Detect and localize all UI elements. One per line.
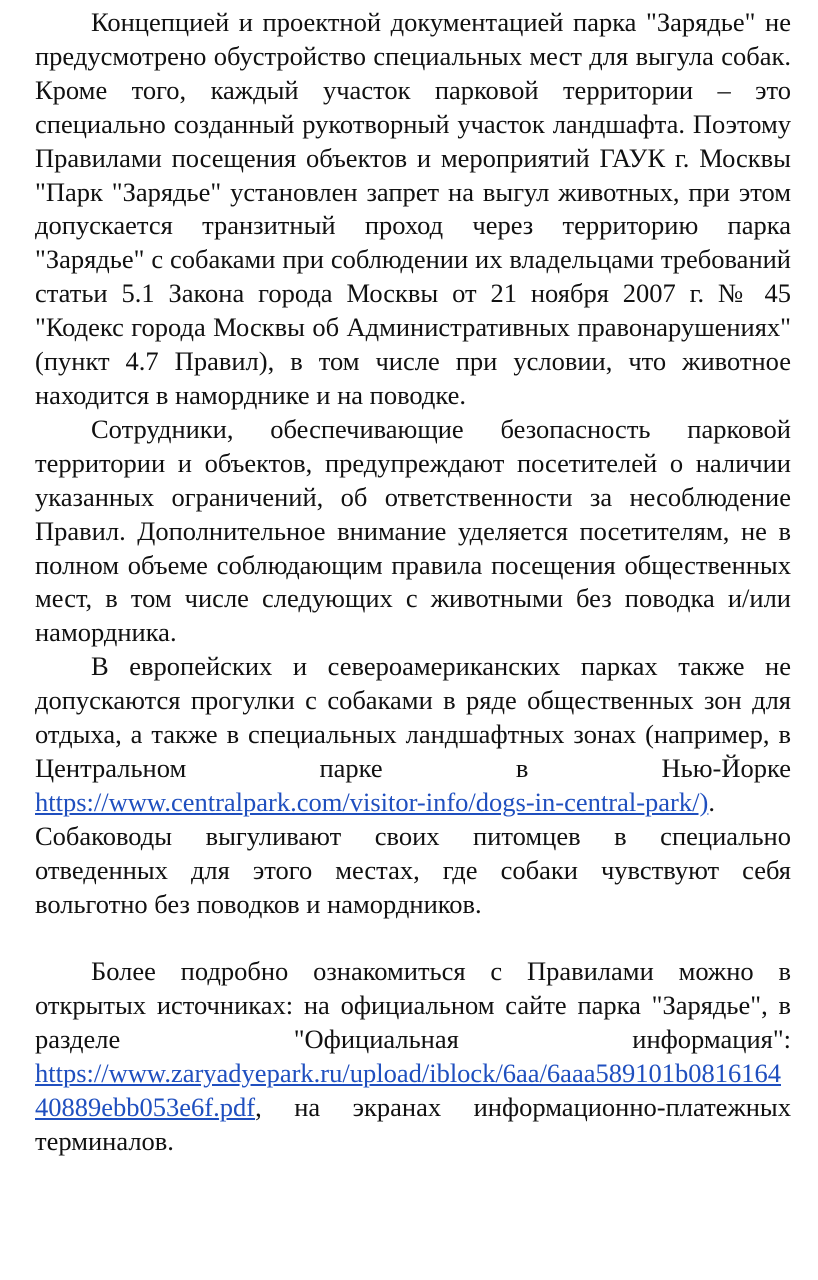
- paragraph-spacer: [35, 921, 791, 955]
- paragraph-security-staff: Сотрудники, обеспечивающие безопасность парковой территории и объектов, предупреждают посетителей о наличии указанных ограничений, об ответственности за несоблюдение Правил. Дополнительное внимание уделяется посетителям, не в полном объеме соблюдающим правила посещения общественных мест, в том числе следующих с животными без поводка и/или намордника.: [35, 413, 791, 648]
- paragraph-park-rules: Концепцией и проектной документацией парка "Зарядье" не предусмотрено обустройство специальных мест для выгула собак. Кроме того, каждый участок парковой территории – это специально созданный рукотворный участок ландшафта. Поэтому Правилами посещения объектов и мероприятий ГАУК г. Москвы "Парк "Зарядье" установлен запрет на выгул животных, при этом допускается транзитный проход через территорию парка "Зарядье" с собаками при соблюдении их владельцами требований статьи 5.1 Закона города Москвы от 21 ноября 2007 г. № 45 "Кодекс города Москвы об Административных правонарушениях" (пункт 4.7 Правил), в том числе при условии, что животное находится в наморднике и на поводке.: [35, 7, 791, 410]
- zaryadye-rules-pdf-link[interactable]: https://www.zaryadyepark.ru/upload/iblock/6aa/6aaa589101b081616440889ebb053e6f.pdf: [35, 1058, 781, 1123]
- paragraph-more-info-text-end: , на экранах информационно-платежных терминалов.: [35, 1092, 791, 1156]
- paragraph-more-info-text: Более подробно ознакомиться с Правилами можно в открытых источниках: на официальном сайте парка "Зарядье", в разделе "Официальная информация":: [35, 956, 791, 1055]
- document-page: [35, 6, 791, 1159]
- paragraph-foreign-parks-text-end: . Собаководы выгуливают своих питомцев в специально отведенных для этого местах, где собаки чувствуют себя вольготно без поводков и намордников.: [35, 786, 791, 919]
- paragraph-more-info: [35, 955, 791, 1158]
- paragraph-foreign-parks-text: В европейских и североамериканских парках также не допускаются прогулки с собаками в ряде общественных зон для отдыха, а также в специальных ландшафтных зонах (например, в Центральном парке в Нью-Йорке: [35, 651, 791, 783]
- paragraph-foreign-parks: [35, 650, 791, 921]
- central-park-link[interactable]: https://www.centralpark.com/visitor-info/dogs-in-central-park/): [35, 786, 709, 817]
